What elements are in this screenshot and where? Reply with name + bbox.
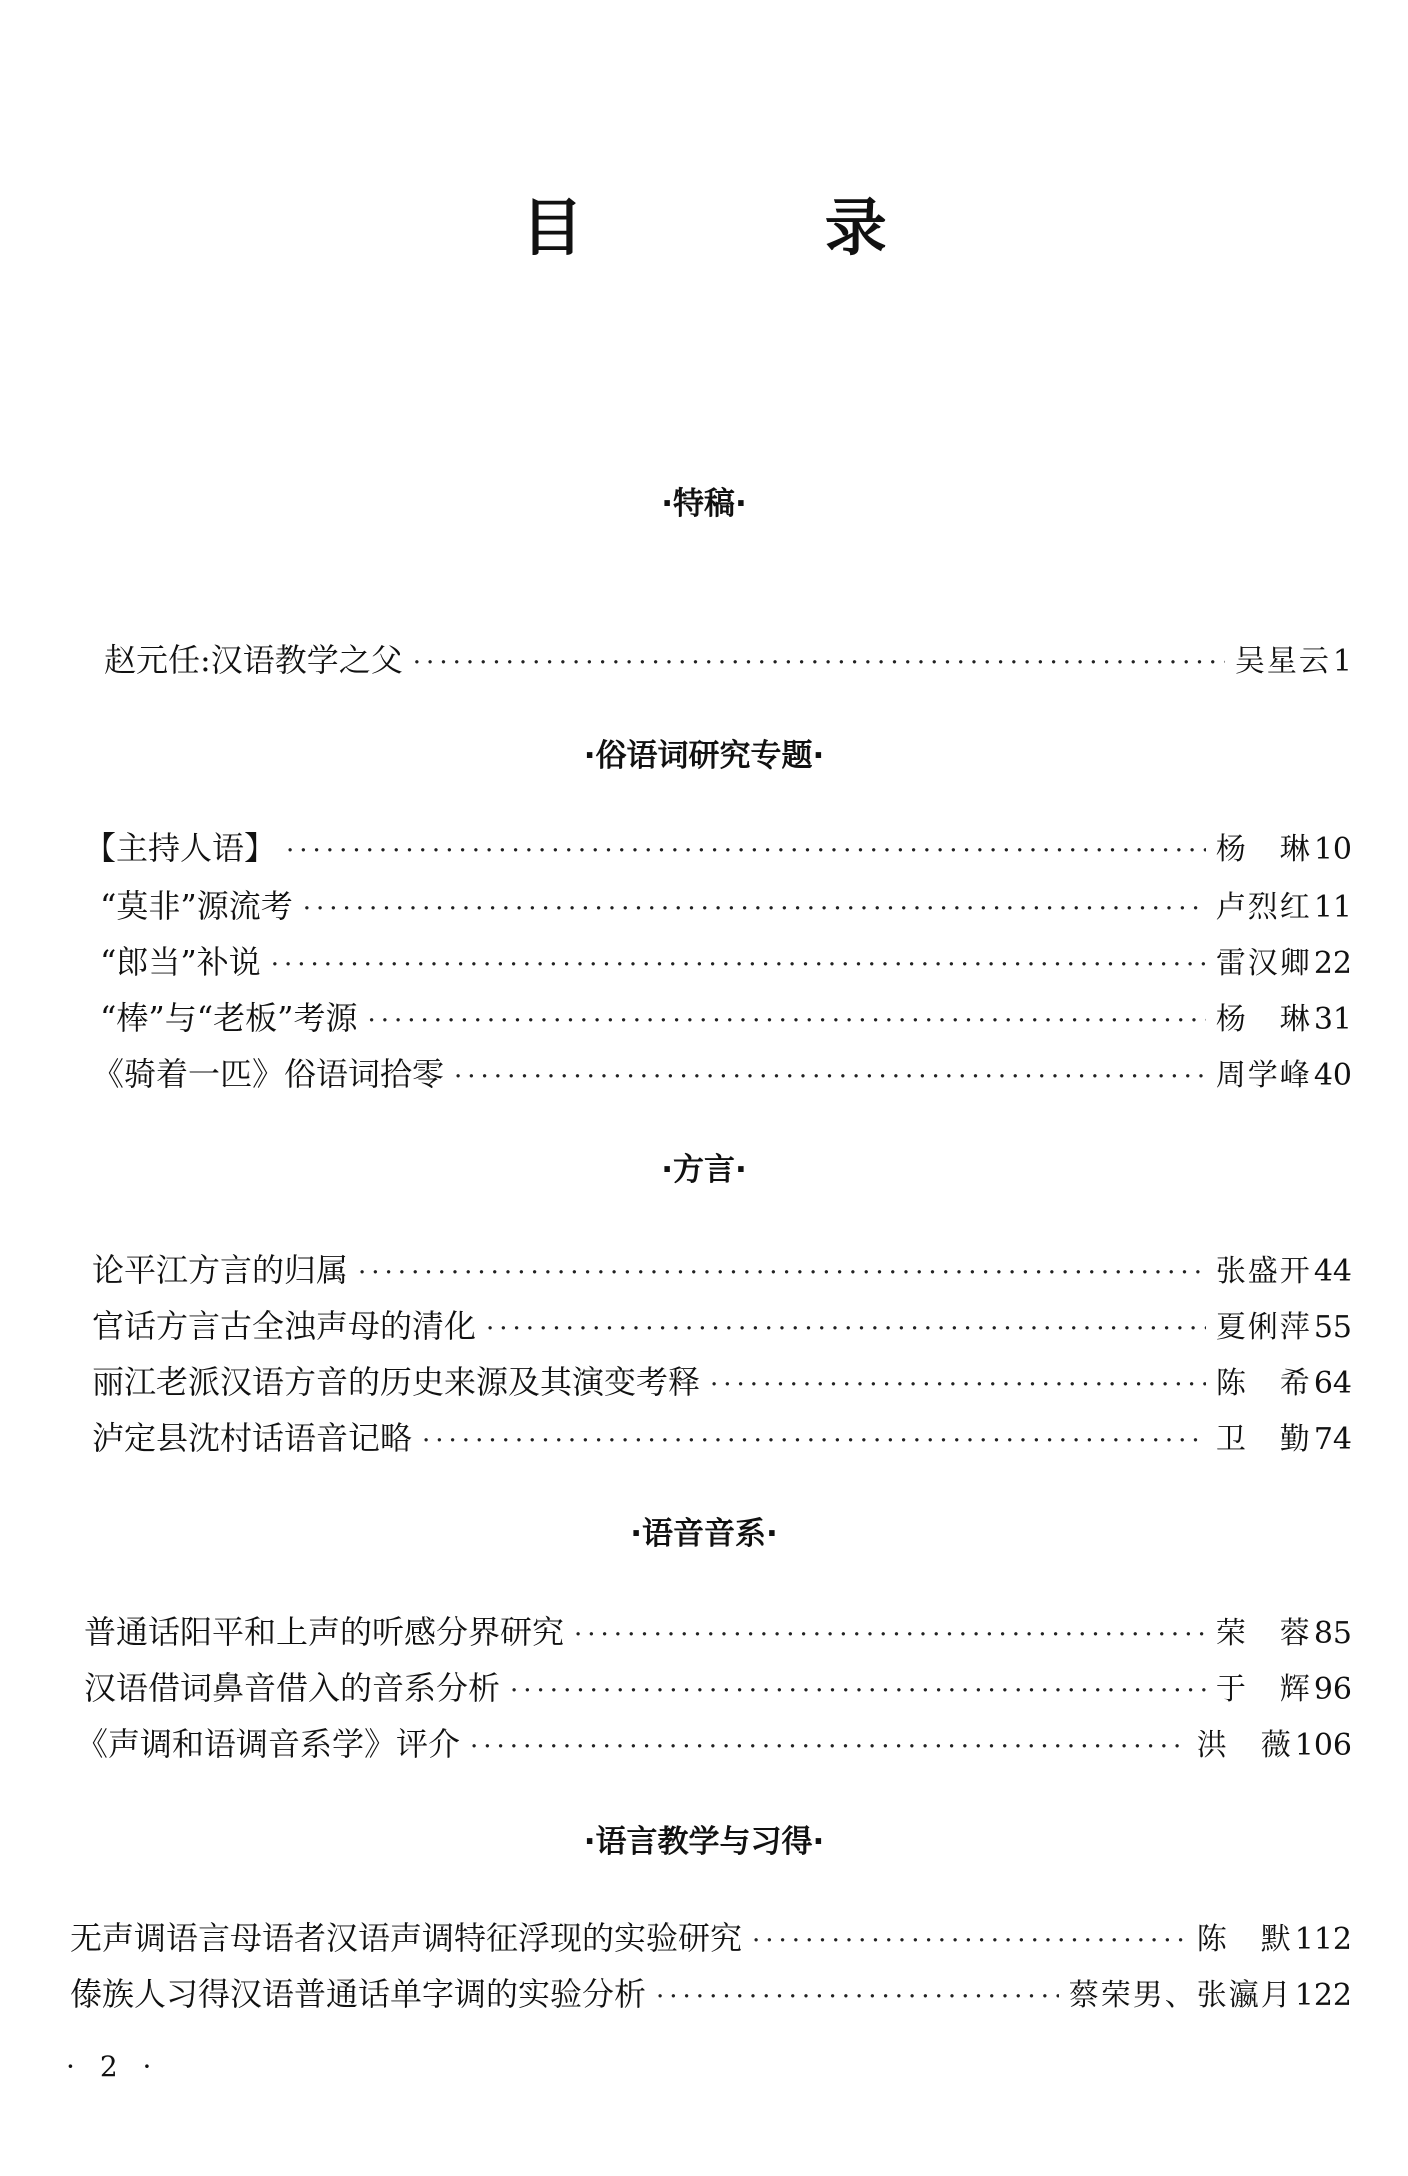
entry-author: 蔡荣男、张瀛月 [1068,1978,1293,2013]
entry-author: 张盛开 [1215,1254,1312,1289]
toc-entry[interactable] [84,826,1352,873]
toc-entry[interactable] [100,884,1352,931]
toc-entry[interactable] [92,1360,1352,1407]
entry-page-number: 112 [1294,1922,1352,1957]
section-heading-text: 俗语词研究专题 [595,738,813,774]
entry-title: 丽江老派汉语方音的历史来源及其演变考释 [92,1363,701,1401]
entry-title: 泸定县沈村话语音记略 [92,1419,413,1457]
dot-leader [367,999,1205,1043]
page-number: · 2 · [66,2050,160,2083]
section-heading-text: 特稿 [673,486,735,522]
toc-entry[interactable] [70,1972,1352,2019]
page-number-value: 2 [99,2050,126,2083]
entry-page-number: 122 [1294,1978,1352,2013]
entry-author: 杨 琳 [1215,832,1312,867]
entry-title: 官话方言古全浊声母的清化 [92,1307,477,1345]
entry-title: 《骑着一匹》俗语词拾零 [92,1055,445,1093]
entry-title: 傣族人习得汉语普通话单字调的实验分析 [70,1975,647,2013]
entry-page-number: 1 [1332,644,1352,679]
entry-title: 赵元任:汉语教学之父 [104,641,403,679]
dot-leader [286,829,1206,873]
section-heading: ·方言· [661,1152,747,1188]
entry-title: “郎当”补说 [100,943,261,981]
toc-entry[interactable] [76,1722,1352,1769]
section-heading: ·俗语词研究专题· [583,738,825,774]
section-heading: ·语音音系· [630,1516,778,1552]
dot-leader [422,1419,1206,1463]
section-heading-text: 语音音系 [642,1516,766,1552]
section-heading-text: 语言教学与习得 [595,1824,813,1860]
entry-author: 洪 薇 [1196,1728,1293,1763]
section-heading: ·语言教学与习得· [583,1824,825,1860]
dot-leader [413,641,1225,685]
dot-leader [303,887,1206,931]
dot-leader [574,1613,1206,1657]
entry-page-number: 106 [1294,1728,1352,1763]
dot-leader [271,943,1206,987]
toc-entry[interactable] [84,1610,1352,1657]
entry-title: 论平江方言的归属 [92,1251,349,1289]
entry-author: 于 辉 [1215,1672,1312,1707]
page-title: 目 录 [521,191,997,264]
dot-leader [710,1363,1206,1407]
toc-entry[interactable] [92,1248,1352,1295]
toc-entry[interactable] [92,1416,1352,1463]
toc-entry[interactable] [104,638,1352,685]
section-heading: ·特稿· [661,486,747,522]
entry-title: 【主持人语】 [84,829,277,867]
entry-author: 卢烈红 [1215,890,1312,925]
toc-entry[interactable] [100,940,1352,987]
toc-entry[interactable] [92,1304,1352,1351]
dot-leader [454,1055,1206,1099]
entry-title: 无声调语言母语者汉语声调特征浮现的实验研究 [70,1919,743,1957]
dot-leader [486,1307,1206,1351]
entry-title: “莫非”源流考 [100,887,293,925]
entry-author: 陈 希 [1215,1366,1312,1401]
dot-leader [752,1919,1187,1963]
entry-author: 雷汉卿 [1215,946,1312,981]
entry-page-number: 96 [1313,1672,1352,1707]
entry-author: 吴星云 [1234,644,1331,679]
dot-leader [656,1975,1059,2019]
section-heading-text: 方言 [673,1152,735,1188]
entry-page-number: 74 [1313,1422,1352,1457]
dot-leader [470,1725,1187,1769]
entry-title: 《声调和语调音系学》评介 [76,1725,461,1763]
entry-page-number: 85 [1313,1616,1352,1651]
toc-entry[interactable] [100,996,1352,1043]
entry-title: 普通话阳平和上声的听感分界研究 [84,1613,565,1651]
toc-entry[interactable] [70,1916,1352,1963]
toc-entry[interactable] [84,1666,1352,1713]
toc-entry[interactable] [92,1052,1352,1099]
entry-page-number: 31 [1313,1002,1352,1037]
entry-author: 陈 默 [1196,1922,1293,1957]
entry-title: 汉语借词鼻音借入的音系分析 [84,1669,501,1707]
entry-page-number: 10 [1313,832,1352,867]
entry-author: 荣 蓉 [1215,1616,1312,1651]
entry-page-number: 44 [1313,1254,1352,1289]
entry-page-number: 55 [1313,1310,1352,1345]
dot-leader [358,1251,1206,1295]
entry-author: 卫 勤 [1215,1422,1312,1457]
entry-author: 夏俐萍 [1215,1310,1312,1345]
entry-title: “棒”与“老板”考源 [100,999,358,1037]
dot-leader [510,1669,1206,1713]
entry-page-number: 64 [1313,1366,1352,1401]
entry-page-number: 40 [1313,1058,1352,1093]
entry-page-number: 22 [1313,946,1352,981]
entry-page-number: 11 [1313,890,1352,925]
entry-author: 周学峰 [1215,1058,1312,1093]
entry-author: 杨 琳 [1215,1002,1312,1037]
